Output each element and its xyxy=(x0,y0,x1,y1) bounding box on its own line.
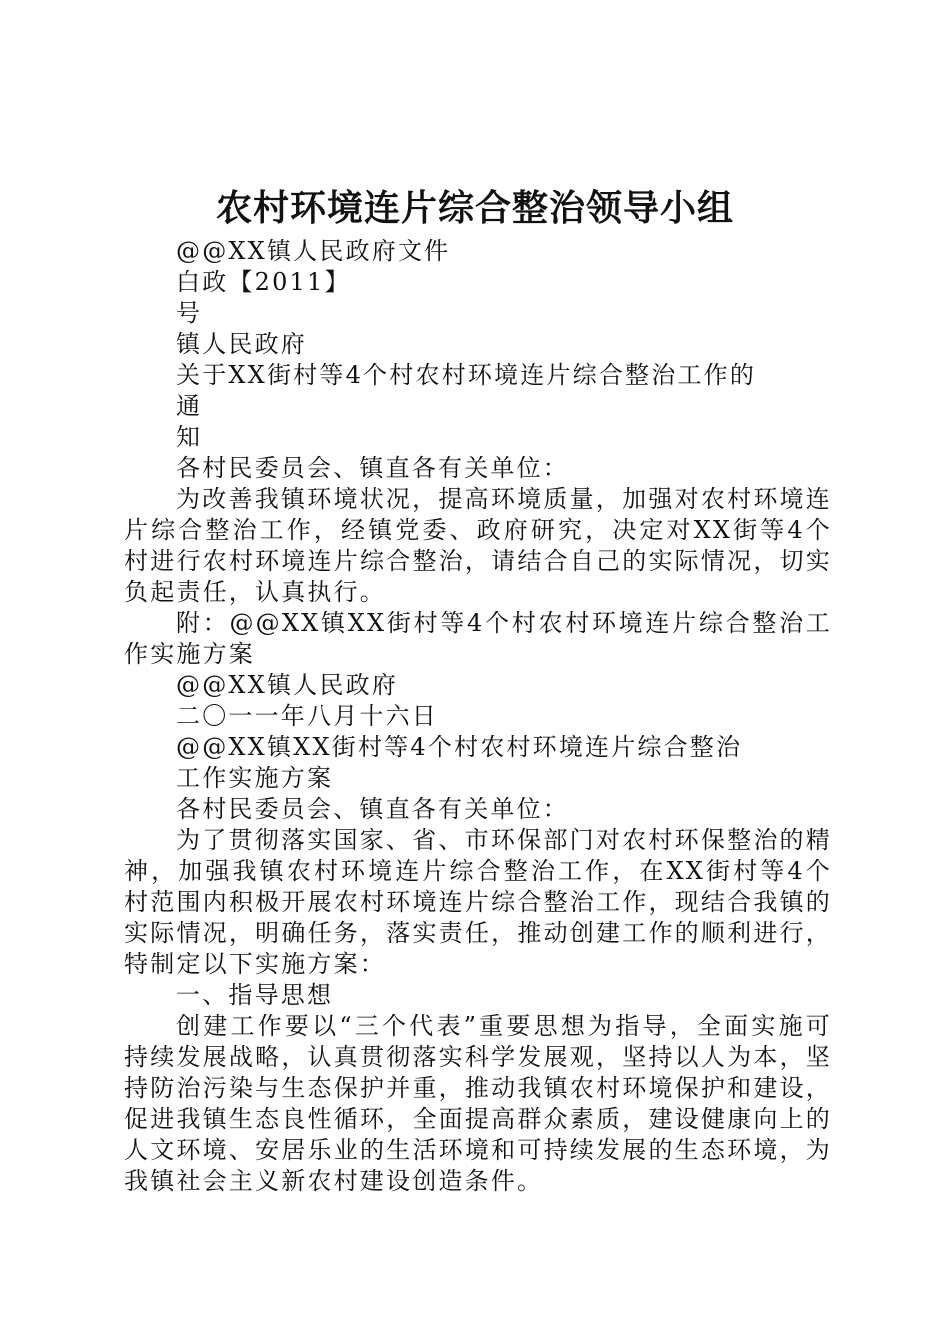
document-number-suffix: 号 xyxy=(176,299,203,327)
attachment-paragraph: 附：@@XX镇XX街村等4个村农村环境连片综合整治工作实施方案 xyxy=(124,609,832,668)
plan-intro-paragraph: 为了贯彻落实国家、省、市环保部门对农村环保整治的精神，加强我镇农村环境连片综合整治工作，在XX街村等4个村范围内积极开展农村环境连片综合整治工作，现结合我镇的实际情况，明确任务，落实责任，推动创建工作的顺利进行，特制定以下实施方案： xyxy=(124,826,832,978)
plan-recipients-line: 各村民委员会、镇直各有关单位： xyxy=(176,795,569,823)
guiding-principle-paragraph: 创建工作要以“三个代表”重要思想为指导，全面实施可持续发展战略，认真贯彻落实科学发展观，坚持以人为本，坚持防治污染与生态保护并重，推动我镇农村环境保护和建设，促进我镇生态良性循环，全面提高群众素质，建设健康向上的人文环境、安居乐业的生活环境和可持续发展的生态环境，为我镇社会主义新农村建设创造条件。 xyxy=(124,1012,832,1195)
document-body xyxy=(124,236,832,1197)
signature-date: 二〇一一年八月十六日 xyxy=(176,702,438,730)
recipients-line: 各村民委员会、镇直各有关单位： xyxy=(176,454,569,482)
plan-title-line-1: @@XX镇XX街村等4个村农村环境连片综合整治 xyxy=(176,733,743,761)
notice-paragraph: 为改善我镇环境状况，提高环境质量，加强对农村环境连片综合整治工作，经镇党委、政府研究，决定对XX街等4个村进行农村环境连片综合整治，请结合自己的实际情况，切实负起责任，认真执行。 xyxy=(124,485,832,606)
notice-word-1: 通 xyxy=(176,392,203,420)
document-title: 农村环境连片综合整治领导小组 xyxy=(215,187,734,229)
notice-subject: 关于XX街村等4个村农村环境连片综合整治工作的 xyxy=(176,361,757,389)
issuer-line: @@XX镇人民政府文件 xyxy=(176,237,451,265)
plan-title-line-2: 工作实施方案 xyxy=(176,764,334,792)
signature-issuer: @@XX镇人民政府 xyxy=(176,671,398,699)
issuer-name: 镇人民政府 xyxy=(176,330,307,358)
notice-word-2: 知 xyxy=(176,423,203,451)
section-heading-guiding-principle: 一、指导思想 xyxy=(176,981,334,1009)
document-number-line: 白政【2011】 xyxy=(176,268,351,296)
